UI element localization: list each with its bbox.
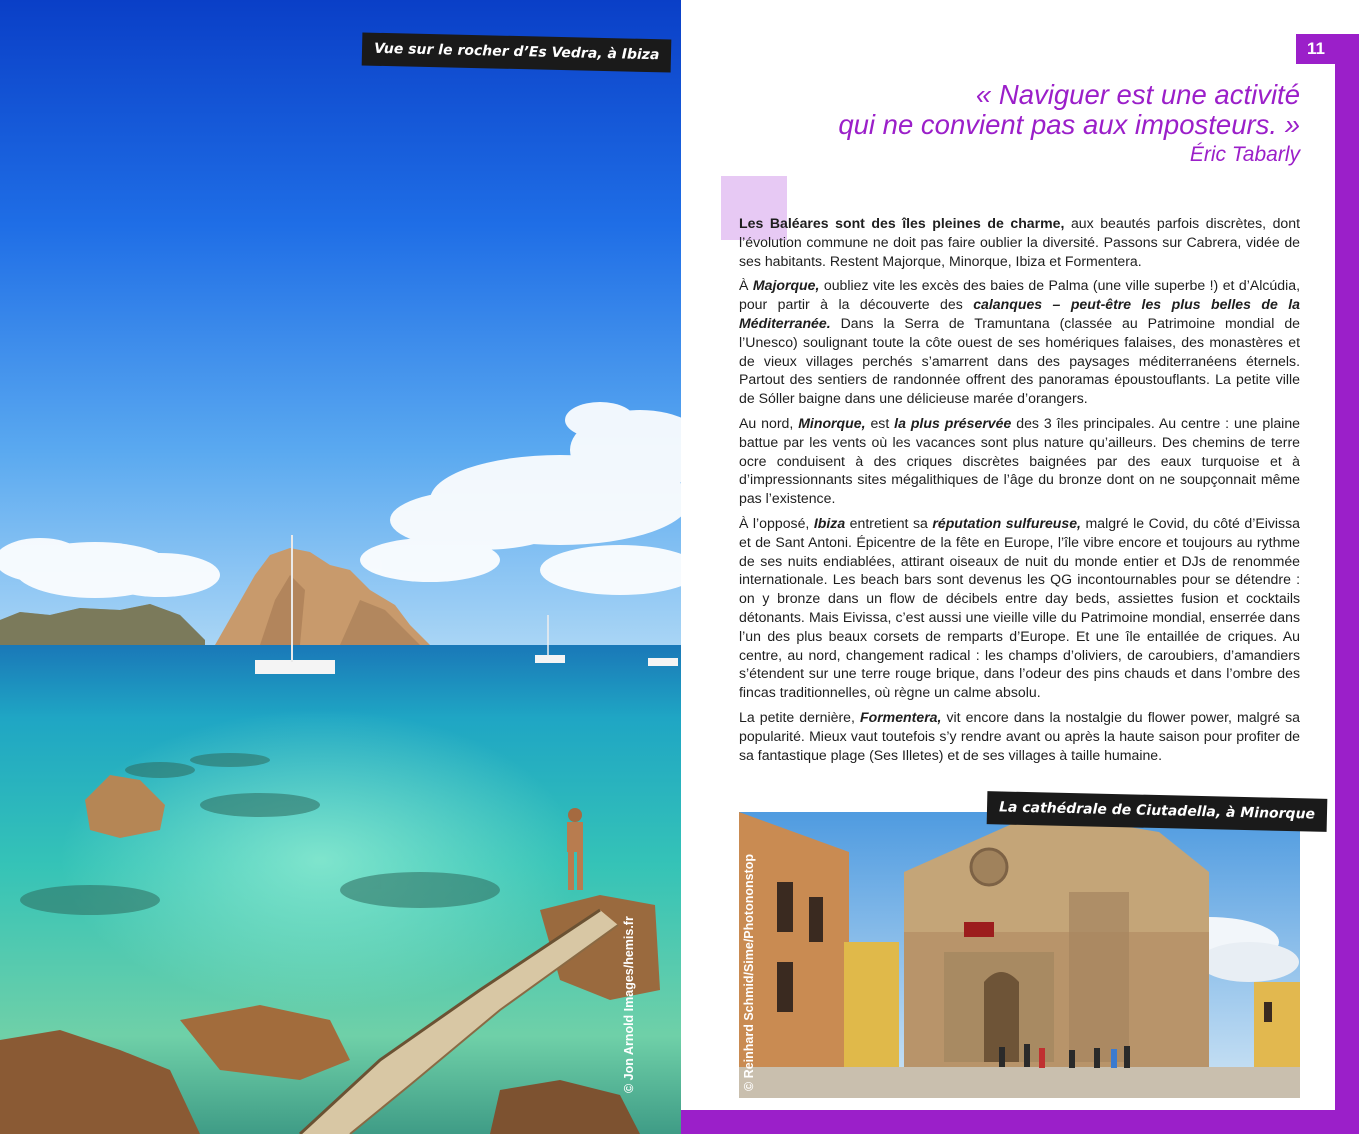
article-body xyxy=(739,214,1300,770)
highlight-minorque: Minorque, xyxy=(798,414,866,431)
paragraph-text: aux beautés parfois discrètes, dont l’évolution commune ne doit pas faire oublier la diversité. Passons sur Cabrera, vidée de ses habitants. Restent Majorque, Minorque, Ibiza et Formentera. xyxy=(739,215,1300,269)
highlight-majorque: Majorque, xyxy=(752,277,820,294)
paragraph-text: est xyxy=(865,414,895,431)
paragraph-ibiza xyxy=(739,514,1300,702)
text-page xyxy=(681,0,1359,1134)
epigraph-quote xyxy=(838,80,1300,140)
paragraph-text: À l’opposé, xyxy=(739,514,814,531)
paragraph-text: La petite dernière, xyxy=(739,708,860,725)
cathedral-caption: La cathédrale de Ciutadella, à Minorque xyxy=(987,791,1328,832)
paragraph-text: des 3 îles principales. Au centre : une plaine battue par les vents où les vacances sont plus nature qu’ailleurs. Des chemins de terre ocre conduisent à des criques discrètes baignées par des eaux turquoise et à d’impressionnants sites mégalithiques de l’âge du bronze dont on ne soupçonnait même pas l’existence. xyxy=(739,414,1300,507)
cathedral-credit: © Reinhard Schmid/Sime/Photononstop xyxy=(742,854,756,1091)
quote-line-1: « Naviguer est une activité xyxy=(975,79,1300,110)
page-number: 11 xyxy=(1296,34,1336,64)
paragraph-text: À xyxy=(739,277,753,294)
paragraph-text: Dans la Serra de Tramuntana (classée au Patrimoine mondial de l’Unesco) soulignant toute la côte ouest de ses homériques falaises, des monastères et de vieux villages perchés s’amarrent dans des paysages méditerranéens éternels. Partout des sentiers de randonnée offrent des panoramas époustouflants. La petite ville de Sóller baigne dans une délicieuse marée d’orangers. xyxy=(739,314,1300,407)
accent-bottom-bar xyxy=(681,1110,1359,1134)
accent-side-bar xyxy=(1335,34,1359,1134)
paragraph-text: vit encore dans la nostalgie du flower power, malgré sa popularité. Mieux vaut toutefois s’y rendre avant ou après la haute saison pour profiter de sa fantastique plage (Ses Illetes) et de ses villages à taille humaine. xyxy=(739,708,1300,763)
photo-caption: Vue sur le rocher d’Es Vedra, à Ibiza xyxy=(362,32,672,72)
photo-credit: © Jon Arnold Images/hemis.fr xyxy=(622,916,636,1093)
lead-text: Les Baléares sont des îles pleines de charme, xyxy=(739,215,1065,231)
paragraph-formentera xyxy=(739,708,1300,764)
highlight-reputation: réputation sulfureuse, xyxy=(932,514,1081,531)
highlight-calanques: calanques – peut-être les plus belles de la Méditerranée. xyxy=(739,296,1301,331)
paragraph-intro xyxy=(739,214,1300,270)
quote-author: Éric Tabarly xyxy=(1189,143,1300,166)
paragraph-text: malgré le Covid, du côté d’Eivissa et de Sant Antoni. Épicentre de la fête en Europe, l’île vibre encore et toujours au rythme de ses nuits endiablées, attirant oiseaux de nuit du monde entier et DJs de renommée internationale. Les beach bars sont devenus les QG incontournables pour se détendre : on y bronze dans un flow de décibels entre day beds, assiettes fusion et cocktails détonants. Mais Eivissa, c’est aussi une vieille ville du Patrimoine mondial, enserrée dans l’un des plus beaux corsets de remparts d’Europe. Et une île entaillée de criques. Au centre, au nord, changement radical : les champs d’oliviers, de caroubiers, d’amandiers s’étendent sur une terre rouge brique, dans l’odeur des pins chauds et dans l’ombre des fincas traditionnelles, où règne un calme absolu. xyxy=(739,514,1300,701)
highlight-formentera: Formentera, xyxy=(859,708,942,725)
paragraph-text: Au nord, xyxy=(739,414,799,431)
paragraph-minorque xyxy=(739,414,1300,508)
quote-line-2: qui ne convient pas aux imposteurs. » xyxy=(838,109,1300,140)
paragraph-majorque xyxy=(739,276,1300,408)
highlight-ibiza: Ibiza xyxy=(813,514,846,531)
paragraph-text: entretient sa xyxy=(845,514,933,531)
paragraph-text: oubliez vite les excès des baies de Palma (une ville superbe !) et d’Alcúdia, pour partir à la découverte des xyxy=(739,277,1300,313)
cathedral-illustration xyxy=(739,812,1300,1098)
cathedral-photo xyxy=(739,812,1300,1098)
highlight-preservee: la plus préservée xyxy=(894,414,1012,431)
